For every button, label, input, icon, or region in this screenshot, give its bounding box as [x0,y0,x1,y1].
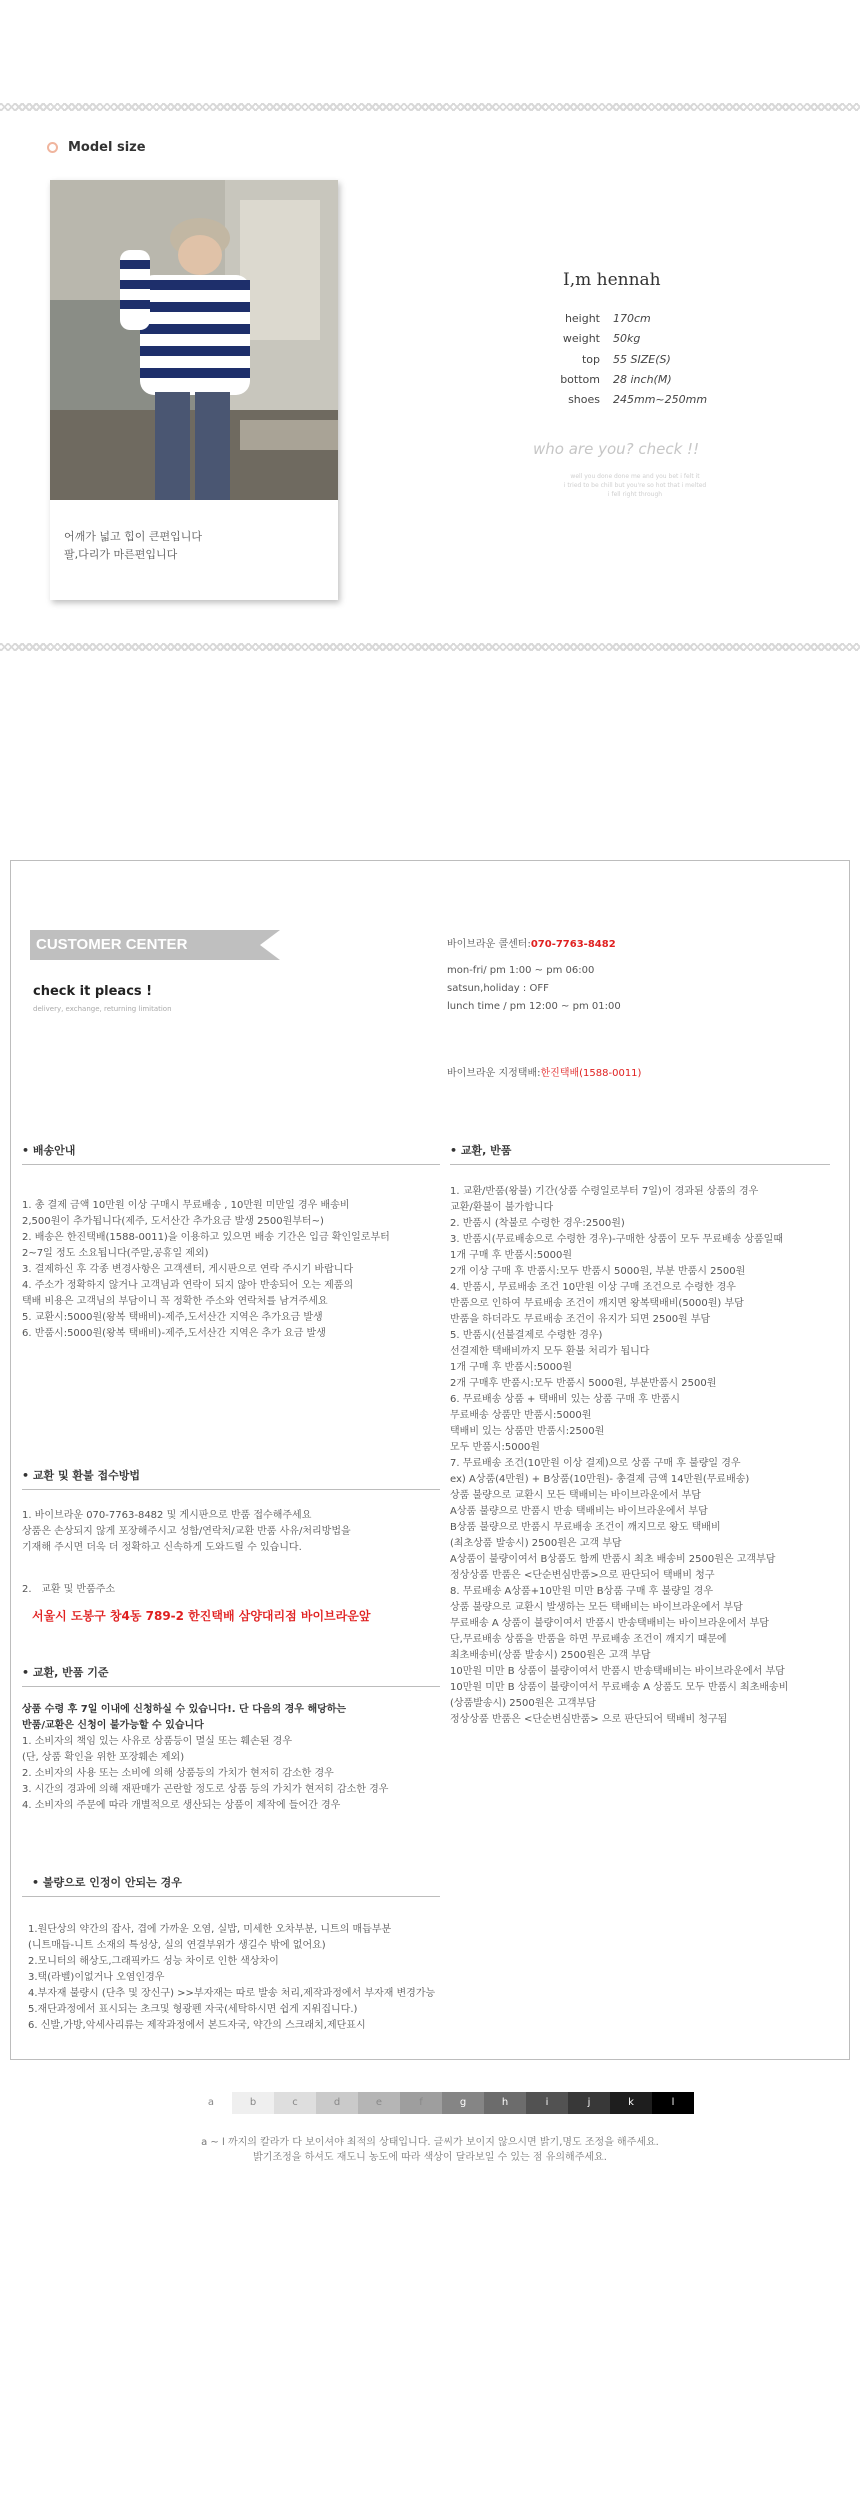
section-title-return-criteria [22,1664,108,1680]
spec-label-bottom: bottom [560,373,600,386]
return-address-number: 2. [22,1584,32,1595]
spec-value-top: 55 SIZE(S) [613,353,671,366]
footer-note-line-2: 밝기조정을 하셔도 재도니 농도에 따라 색상이 달라보일 수 있는 점 유의해주세요. [253,2152,607,2163]
spec-label-weight: weight [562,332,600,345]
shipping-line: 3. 결제하신 후 각종 변경사항은 고객센터, 게시판으로 연락 주시기 바랍니다 [22,1264,354,1275]
exchange-return-line: 2개 구매후 반품시:모두 반품시 5000원, 부분반품시 2500원 [450,1378,717,1389]
courier-label: 바이브라운 지정택배: [447,1068,541,1079]
check-it-subtitle: delivery, exchange, returning limitation [33,1005,172,1013]
not-defective-line: 5.재단과정에서 표시되는 초크및 형광펜 자국(세탁하시면 쉽게 지워집니다.) [28,2004,358,2015]
exchange-return-line: A상품이 불량이여서 B상품도 함께 반품시 최초 배송비 2500원은 고객부담 [450,1554,776,1565]
exchange-return-line: 10만원 미만 B 상품이 불량이여서 무료배송 A 상품도 모두 반품시 최초배송비 [450,1682,789,1693]
return-criteria-lines [22,1702,388,1814]
swatch-h: h [484,2092,526,2114]
exchange-return-line: 반품을 하더라도 무료배송 조건이 유지가 되면 2500원 부담 [450,1314,711,1325]
not-defective-line: 2.모니터의 해상도,그래픽카드 성능 차이로 인한 색상차이 [28,1956,279,1967]
exchange-return-line: 단,무료배송 상품을 반품을 하면 무료배송 조건이 깨지기 때문에 [450,1634,727,1645]
model-photo [50,180,338,500]
phone-line [447,935,616,950]
swatch-a: a [190,2092,232,2114]
swatch-c: c [274,2092,316,2114]
model-photo-illustration [50,180,338,500]
swatch-f: f [400,2092,442,2114]
shipping-line: 택배 비용은 고객님의 부담이니 꼭 정확한 주소와 연락처를 남겨주세요 [22,1296,328,1307]
return-criteria-title-text: 교환, 반품 기준 [32,1666,109,1679]
phone-number[interactable]: 070-7763-8482 [530,939,616,950]
shipping-line: 2. 배송은 한진택배(1588-0011)을 이용하고 있으면 배송 기간은 입금 확인일로부터 [22,1232,390,1243]
exchange-return-line: 최초배송비(상품 발송시) 2500원은 고객 부담 [450,1650,651,1661]
exchange-return-line: 무료배송 A 상품이 불량이여서 반품시 반송택배비는 바이브라운에서 부담 [450,1618,769,1629]
shipping-line: 5. 교환시:5000원(왕복 택배비)-제주,도서산간 지역은 추가요금 발생 [22,1312,323,1323]
exchange-return-line: (상품발송시) 2500원은 고객부담 [450,1698,596,1709]
exchange-return-line: 선결제한 택배비까지 모두 환불 처리가 됩니다 [450,1346,650,1357]
exchange-return-line: A상품 불량으로 반품시 반송 택배비는 바이브라운에서 부담 [450,1506,708,1517]
bullet-icon: • [22,1666,33,1679]
exchange-return-line: (최초상품 발송시) 2500원은 고객 부담 [450,1538,622,1549]
exchange-return-line: 1개 구매 후 반품시:5000원 [450,1250,572,1261]
shipping-line: 2~7일 정도 소요됩니다(주말,공휴일 제외) [22,1248,209,1259]
swatch-l: l [652,2092,694,2114]
return-criteria-bold-line: 상품 수령 후 7일 이내에 신청하실 수 있습니다!. 단 다음의 경우 해당하는 [22,1704,347,1715]
exchange-return-line: 7. 무료배송 조건(10만원 이상 결제)으로 상품 구매 후 불량일 경우 [450,1458,741,1469]
exchange-return-line: B상품 불량으로 반품시 무료배송 조건이 깨지므로 왕도 택배비 [450,1522,721,1533]
exchange-return-line: 택배비 있는 상품만 반품시:2500원 [450,1426,605,1437]
color-swatch-strip [190,2092,694,2114]
spec-value-weight: 50kg [613,332,641,345]
shipping-title-text: 배송안내 [32,1144,76,1157]
who-are-you-text: who are you? check !! [533,440,700,458]
exchange-return-line: 정상상품 반품은 <단순변심반품>으로 판단되어 택배비 청구 [450,1570,715,1581]
exchange-return-line: 무료배송 상품만 반품시:5000원 [450,1410,592,1421]
refund-method-line: 기재해 주시면 더욱 더 정확하고 신속하게 도와드릴 수 있습니다. [22,1542,302,1553]
shipping-line: 2,500원이 추가됩니다(제주, 도서산간 추가요금 발생 2500원부터~) [22,1216,324,1227]
exchange-return-line: 5. 반품시(선불결제로 수령한 경우) [450,1330,603,1341]
who-sub-line-3: i fell right through [607,491,663,498]
not-defective-line: 3.택(라벨)이없거나 오염인경우 [28,1972,165,1983]
not-defective-line: 1.원단상의 약간의 잡사, 겹에 가까운 오염, 실밥, 미세한 오차부분, 니트의 매듭부분 [28,1924,392,1935]
shipping-line: 4. 주소가 정확하지 않거나 고객님과 연락이 되지 않아 반송되어 오는 제품의 [22,1280,354,1291]
model-name: I,m hennah [563,270,661,290]
swatch-j: j [568,2092,610,2114]
refund-method-lines [22,1508,351,1556]
return-criteria-line: 4. 소비자의 주문에 따라 개별적으로 생산되는 상품이 제작에 들어간 경우 [22,1800,341,1811]
exchange-return-line: 상품 불량으로 교환시 모든 택배비는 바이브라운에서 부담 [450,1490,701,1501]
exchange-return-line: 10만원 미만 B 상품이 불량이여서 반품시 반송택배비는 바이브라운에서 부담 [450,1666,785,1677]
shipping-lines [22,1198,390,1342]
refund-method-line: 1. 바이브라운 070-7763-8482 및 게시판으로 반품 접수해주세요 [22,1510,312,1521]
spec-value-shoes: 245mm~250mm [613,393,708,406]
spec-label-top: top [581,353,600,366]
exchange-return-line: 1. 교환/반품(왕불) 기간(상품 수령일로부터 7일)이 경과된 상품의 경우 [450,1186,759,1197]
top-zigzag-divider [0,103,860,111]
exchange-return-line: 1개 구매 후 반품시:5000원 [450,1362,572,1373]
footer-note-line-1: a ~ l 까지의 칼라가 다 보이셔야 최적의 상태입니다. 글씨가 보이지 않으시면 밝기,명도 조정을 해주세요. [201,2137,659,2148]
not-defective-title-text: 불량으로 인정이 안되는 경우 [42,1876,182,1889]
refund-method-title-text: 교환 및 환불 접수방법 [32,1469,140,1482]
return-criteria-line: 2. 소비자의 사용 또는 소비에 의해 상품등의 가치가 현저히 감소한 경우 [22,1768,334,1779]
section-title-refund-method [22,1467,140,1483]
section-divider [22,1896,440,1897]
phone-label: 바이브라운 콜센터: [447,939,531,950]
return-address: 서울시 도봉구 창4동 789-2 한진택배 삼양대리점 바이브라운앞 [32,1609,371,1623]
exchange-return-line: 3. 반품시(무료배송으로 수령한 경우)-구매한 상품이 모두 무료배송 상품일때 [450,1234,784,1245]
caption-line-1: 어깨가 넓고 힙이 큰편입니다 [64,530,203,543]
circle-bullet-icon [47,142,58,153]
bullet-icon: • [450,1144,461,1157]
swatch-i: i [526,2092,568,2114]
hours-line-3: lunch time / pm 12:00 ~ pm 01:00 [447,1001,621,1012]
exchange-return-lines [450,1184,788,1728]
section-title-exchange-return [450,1142,511,1158]
hours-line-2: satsun,holiday : OFF [447,983,549,994]
spec-label-shoes: shoes [568,393,600,406]
not-defective-lines [28,1922,435,2034]
exchange-return-line: ex) A상품(4만원) + B상품(10만원)- 총결제 금액 14만원(무료배송) [450,1474,750,1485]
exchange-return-title-text: 교환, 반품 [460,1144,512,1157]
bullet-icon: • [22,1469,33,1482]
not-defective-line: 4.부자재 불량시 (단추 및 장신구) >>부자재는 따로 발송 처리,제작과정에서 부자재 변경가능 [28,1988,436,1999]
section-divider [22,1164,440,1165]
return-address-title-text: 교환 및 반품주소 [41,1584,116,1595]
customer-center-banner-text: CUSTOMER CENTER [36,936,188,953]
spec-label-height: height [564,312,600,325]
check-it-title: check it pleacs ! [33,984,153,999]
exchange-return-line: 4. 반품시, 무료배송 조건 10만원 이상 구매 조건으로 수령한 경우 [450,1282,736,1293]
swatch-g: g [442,2092,484,2114]
exchange-return-line: 8. 무료배송 A상품+10만원 미만 B상품 구매 후 불량일 경우 [450,1586,713,1597]
swatch-k: k [610,2092,652,2114]
exchange-return-line: 상품 불량으로 교환시 발생하는 모든 택배비는 바이브라운에서 부담 [450,1602,743,1613]
model-size-title: Model size [68,140,146,155]
exchange-return-line: 2. 반품시 (착불로 수령한 경우:2500원) [450,1218,625,1229]
courier-value: 한진택배(1588-0011) [540,1068,642,1079]
return-criteria-bold-line: 반품/교환은 신청이 불가능할 수 있습니다 [22,1720,204,1731]
exchange-return-line: 교환/환불이 불가합니다 [450,1202,554,1213]
spec-value-bottom: 28 inch(M) [613,373,672,386]
section-divider [450,1164,830,1165]
bottom-zigzag-divider [0,643,860,651]
section-divider [22,1489,440,1490]
who-sub-line-1: well you done done me and you bet i felt it [570,473,700,480]
exchange-return-line: 반품으로 인하여 무료배송 조건이 깨지면 왕복택배비(5000원) 부담 [450,1298,744,1309]
return-criteria-line: 1. 소비자의 책임 있는 사유로 상품등이 멸실 또는 훼손된 경우 [22,1736,292,1747]
section-title-shipping [22,1142,75,1158]
section-title-not-defective [32,1874,182,1890]
exchange-return-line: 정상상품 반품은 <단순변심반품> 으로 판단되어 택배비 청구됨 [450,1714,728,1725]
swatch-e: e [358,2092,400,2114]
not-defective-line: 6. 신발,가방,악세사리류는 제작과정에서 본드자국, 약간의 스크래치,제단표시 [28,2020,366,2031]
model-card [50,180,338,600]
caption-line-2: 팔,다리가 마른편입니다 [64,548,178,561]
return-criteria-line: (단, 상품 확인을 위한 포장훼손 제외) [22,1752,185,1763]
not-defective-line: (니트매듭-니트 소재의 특성상, 실의 연결부위가 생길수 밖에 없어요) [28,1940,326,1951]
spec-value-height: 170cm [613,312,651,325]
courier-line [447,1064,641,1079]
shipping-line: 6. 반품시:5000원(왕복 택배비)-제주,도서산간 지역은 추가 요금 발생 [22,1328,326,1339]
section-divider [22,1686,440,1687]
exchange-return-line: 6. 무료배송 상품 + 택배비 있는 상품 구매 후 반품시 [450,1394,681,1405]
swatch-b: b [232,2092,274,2114]
shipping-line: 1. 총 결제 금액 10만원 이상 구매시 무료배송 , 10만원 미만일 경우 배송비 [22,1200,350,1211]
swatch-d: d [316,2092,358,2114]
bullet-icon: • [22,1144,33,1157]
return-address-title [22,1582,115,1598]
exchange-return-line: 모두 반품시:5000원 [450,1442,540,1453]
exchange-return-line: 2개 이상 구매 후 반품시:모두 반품시 5000원, 부분 반품시 2500원 [450,1266,746,1277]
who-sub-line-2: i tried to be chill but you're so hot that i melted [563,482,707,489]
refund-method-line: 상품은 손상되지 않게 포장해주시고 성함/연락처/교환 반품 사유/처리방법을 [22,1526,351,1537]
hours-line-1: mon-fri/ pm 1:00 ~ pm 06:00 [447,965,595,976]
bullet-icon: • [32,1876,43,1889]
return-criteria-line: 3. 시간의 경과에 의해 재판매가 곤란할 정도로 상품 등의 가치가 현저히 감소한 경우 [22,1784,389,1795]
